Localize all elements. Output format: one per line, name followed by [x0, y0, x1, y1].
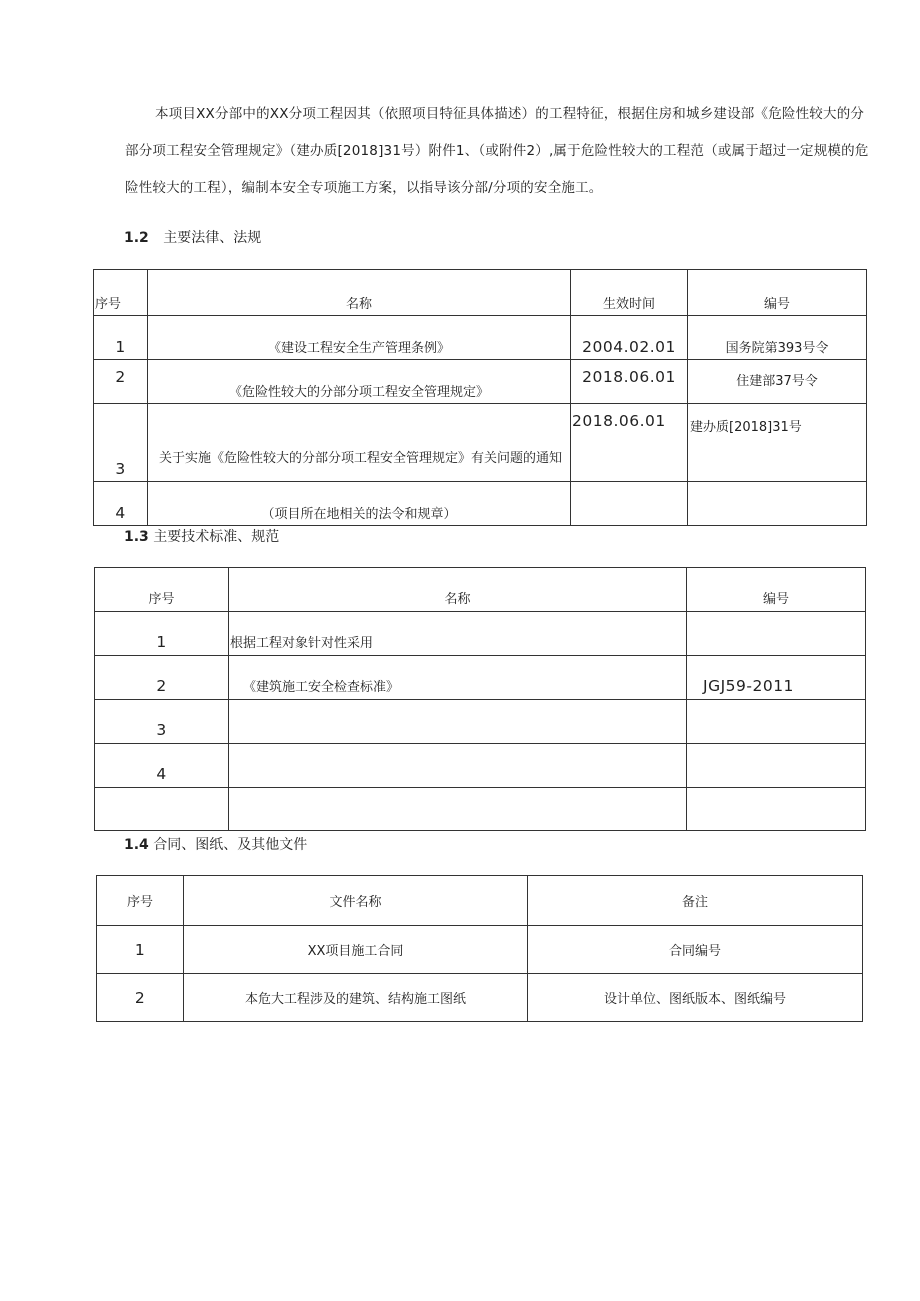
laws-table [93, 269, 867, 526]
row-no: 4 [95, 744, 229, 788]
section-number: 1.2 [124, 230, 149, 246]
header-name: 文件名称 [184, 876, 528, 926]
row-code: 住建部37号令 [688, 360, 867, 404]
row-date: 2018.06.01 [571, 360, 688, 404]
row-code: 国务院第393号令 [688, 316, 867, 360]
row-no: 3 [94, 404, 148, 482]
standards-table [94, 567, 866, 831]
header-name: 名称 [148, 270, 571, 316]
table-row [94, 482, 867, 526]
row-date: 2018.06.01 [571, 404, 688, 482]
table-row [95, 788, 866, 831]
row-no: 2 [97, 974, 184, 1022]
row-no [95, 788, 229, 831]
row-code [687, 744, 866, 788]
row-name [229, 788, 687, 831]
row-no: 2 [94, 360, 148, 404]
row-no: 1 [97, 926, 184, 974]
row-no: 2 [95, 656, 229, 700]
header-no: 序号 [94, 270, 148, 316]
section-1-4-heading [124, 834, 307, 854]
table-row [94, 360, 867, 404]
table-row [95, 744, 866, 788]
header-note: 备注 [528, 876, 863, 926]
header-name: 名称 [229, 568, 687, 612]
row-name: 《建设工程安全生产管理条例》 [148, 316, 571, 360]
table-row [94, 404, 867, 482]
header-no: 序号 [95, 568, 229, 612]
section-title: 合同、图纸、及其他文件 [153, 837, 308, 853]
row-date: 2004.02.01 [571, 316, 688, 360]
row-name: 本危大工程涉及的建筑、结构施工图纸 [184, 974, 528, 1022]
row-no: 1 [94, 316, 148, 360]
row-name [229, 744, 687, 788]
row-no: 4 [94, 482, 148, 526]
header-date: 生效时间 [571, 270, 688, 316]
section-1-3-heading [124, 526, 279, 546]
row-no: 1 [95, 612, 229, 656]
row-code [687, 700, 866, 744]
row-note: 设计单位、图纸版本、图纸编号 [528, 974, 863, 1022]
row-name: 《危险性较大的分部分项工程安全管理规定》 [148, 360, 571, 404]
row-code [688, 482, 867, 526]
row-code: JGJ59-2011 [687, 656, 866, 700]
row-name: XX项目施工合同 [184, 926, 528, 974]
row-code [687, 612, 866, 656]
row-name: 《建筑施工安全检查标准》 [229, 656, 687, 700]
section-1-2-heading [124, 227, 261, 247]
documents-table [96, 875, 863, 1022]
header-code: 编号 [687, 568, 866, 612]
section-title: 主要技术标准、规范 [153, 529, 280, 545]
table-row [94, 316, 867, 360]
row-name [229, 700, 687, 744]
intro-paragraph: 本项目XX分部中的XX分项工程因其（依照项目特征具体描述）的工程特征，根据住房和城乡建设部《危险性较大的分部分项工程安全管理规定》（建办质[2018]31号）附件1、（或附件2）,属于危险性较大的工程范（或属于超过一定规模的危险性较大的工程），编制本安全专项施工方案，以指导该分部/分项的安全施工。 [125, 106, 869, 196]
table-header-row [94, 270, 867, 316]
section-number: 1.3 [124, 529, 149, 545]
table-row [97, 926, 863, 974]
table-header-row [97, 876, 863, 926]
row-name: （项目所在地相关的法令和规章） [148, 482, 571, 526]
table-row [95, 700, 866, 744]
row-code: 建办质[2018]31号 [688, 404, 867, 482]
row-name: 关于实施《危险性较大的分部分项工程安全管理规定》有关问题的通知 [148, 404, 571, 482]
row-name: 根据工程对象针对性采用 [229, 612, 687, 656]
table-row [95, 612, 866, 656]
header-no: 序号 [97, 876, 184, 926]
row-code [687, 788, 866, 831]
header-code: 编号 [688, 270, 867, 316]
table-header-row [95, 568, 866, 612]
section-title: 主要法律、法规 [163, 230, 262, 246]
row-note: 合同编号 [528, 926, 863, 974]
row-no: 3 [95, 700, 229, 744]
section-number: 1.4 [124, 837, 149, 853]
table-row [97, 974, 863, 1022]
row-date [571, 482, 688, 526]
table-row [95, 656, 866, 700]
